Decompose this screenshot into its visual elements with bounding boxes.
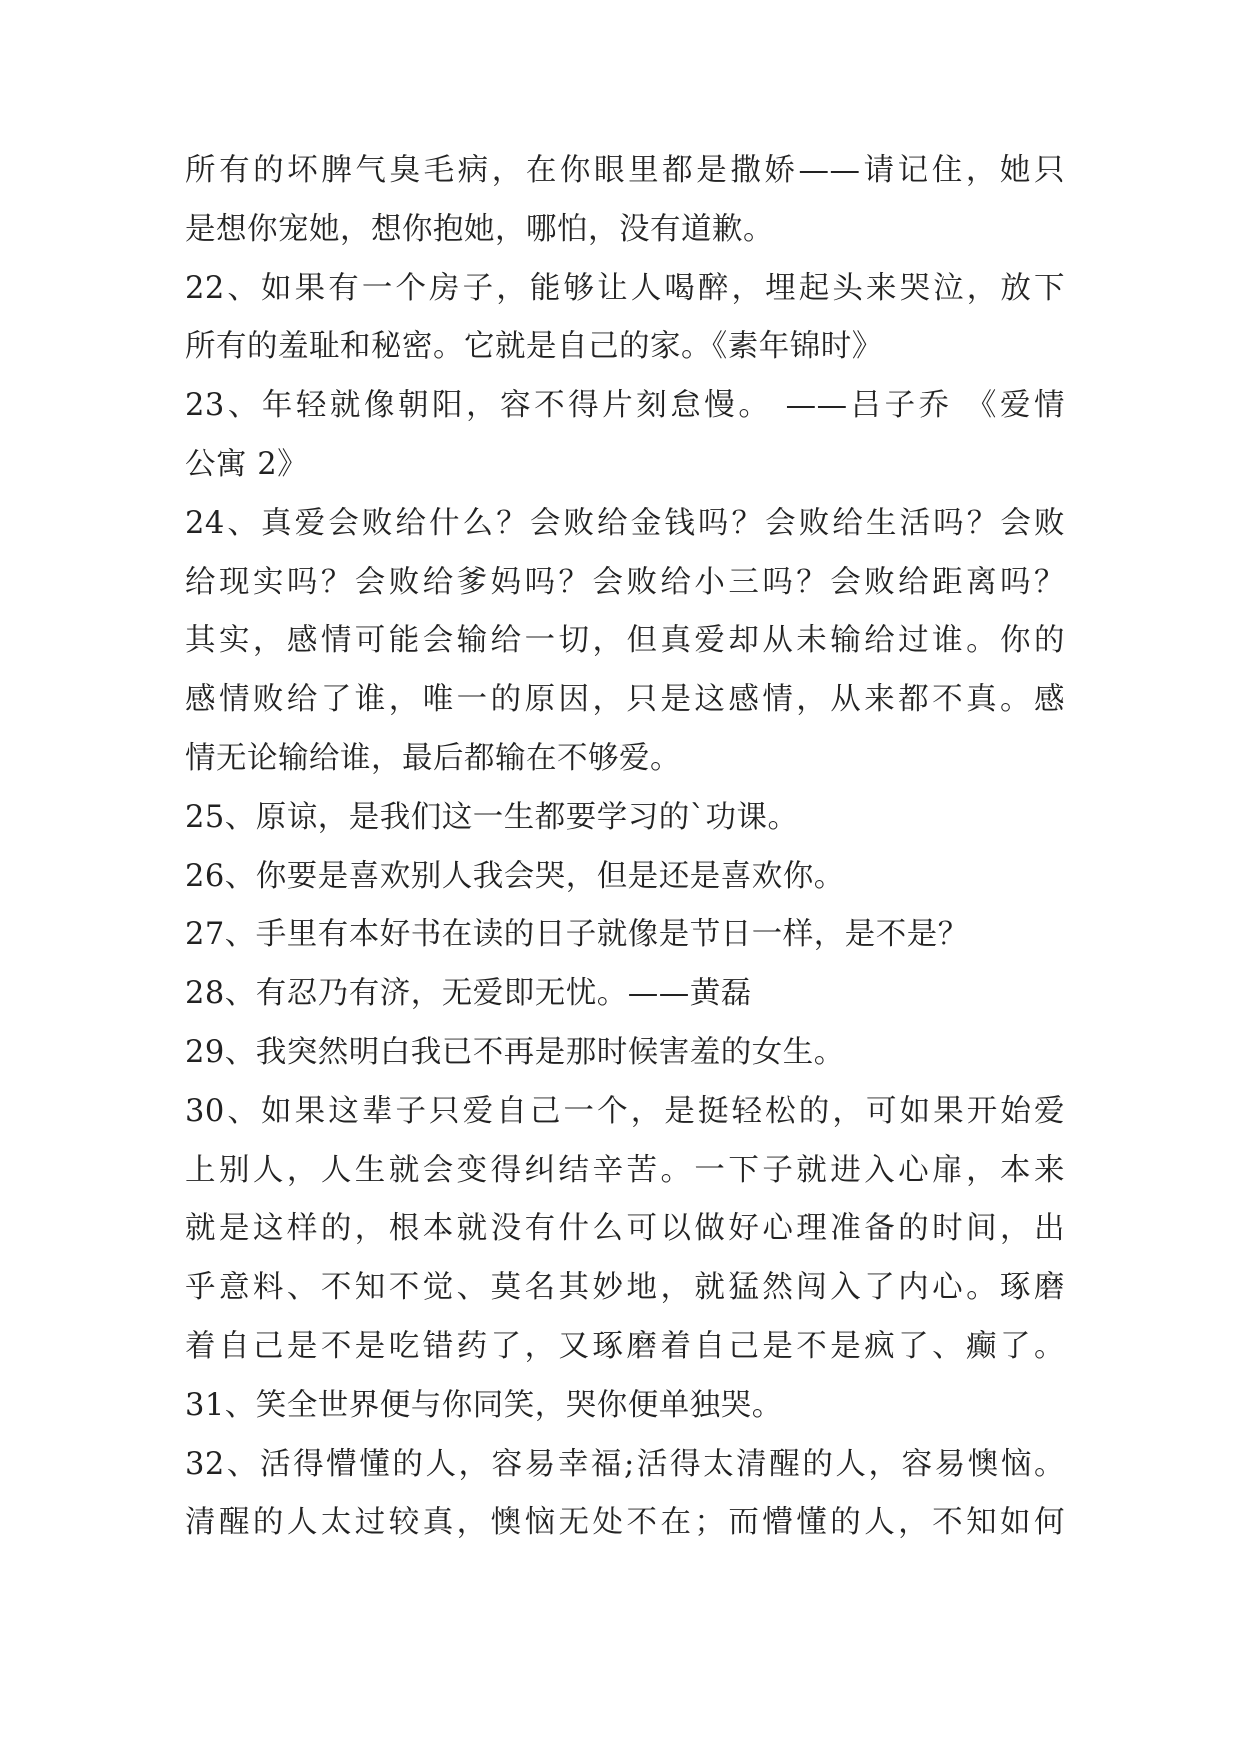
text-line: 是想你宠她，想你抱她，哪怕，没有道歉。	[185, 211, 774, 247]
text-line: 32、活得懵懂的人，容易幸福;活得太清醒的人，容易懊恼。	[185, 1446, 1065, 1482]
text-line: 着自己是不是吃错药了，又琢磨着自己是不是疯了、癫了。	[185, 1328, 1065, 1364]
text-line: 乎意料、不知不觉、莫名其妙地，就猛然闯入了内心。琢磨	[185, 1270, 1065, 1306]
text-line: 其实，感情可能会输给一切，但真爱却从未输给过谁。你的	[185, 623, 1065, 659]
text-line: 31、笑全世界便与你同笑，哭你便单独哭。	[185, 1387, 783, 1423]
text-line: 公寓 2》	[185, 446, 309, 482]
text-line: 30、如果这辈子只爱自己一个，是挺轻松的，可如果开始爱	[185, 1093, 1065, 1129]
text-line: 23、年轻就像朝阳，容不得片刻怠慢。 ——吕子乔 《爱情	[185, 388, 1065, 424]
text-line: 所有的坏脾气臭毛病，在你眼里都是撒娇——请记住，她只	[185, 153, 1065, 188]
text-line: 就是这样的，根本就没有什么可以做好心理准备的时间，出	[185, 1211, 1065, 1247]
text-line: 27、手里有本好书在读的日子就像是节日一样，是不是？	[185, 917, 969, 953]
text-line: 感情败给了谁，唯一的原因，只是这感情，从来都不真。感	[185, 682, 1065, 718]
text-line: 28、有忍乃有济，无爱即无忧。——黄磊	[185, 976, 752, 1012]
text-line: 清醒的人太过较真，懊恼无处不在；而懵懂的人，不知如何	[185, 1505, 1065, 1541]
text-line: 25、原谅，是我们这一生都要学习的`功课。	[185, 799, 799, 835]
text-line: 29、我突然明白我已不再是那时候害羞的女生。	[185, 1034, 845, 1070]
text-line: 24、真爱会败给什么？会败给金钱吗？会败给生活吗？会败	[185, 505, 1065, 541]
text-line: 上别人，人生就会变得纠结辛苦。一下子就进入心扉，本来	[185, 1152, 1065, 1188]
document-body	[185, 142, 1065, 1553]
text-line: 所有的羞耻和秘密。它就是自己的家。《素年锦时》	[185, 329, 883, 365]
text-line: 情无论输给谁，最后都输在不够爱。	[185, 740, 681, 776]
text-line: 22、如果有一个房子，能够让人喝醉，埋起头来哭泣，放下	[185, 270, 1065, 306]
text-line: 26、你要是喜欢别人我会哭，但是还是喜欢你。	[185, 858, 845, 894]
text-line: 给现实吗？会败给爹妈吗？会败给小三吗？会败给距离吗？	[185, 564, 1065, 600]
